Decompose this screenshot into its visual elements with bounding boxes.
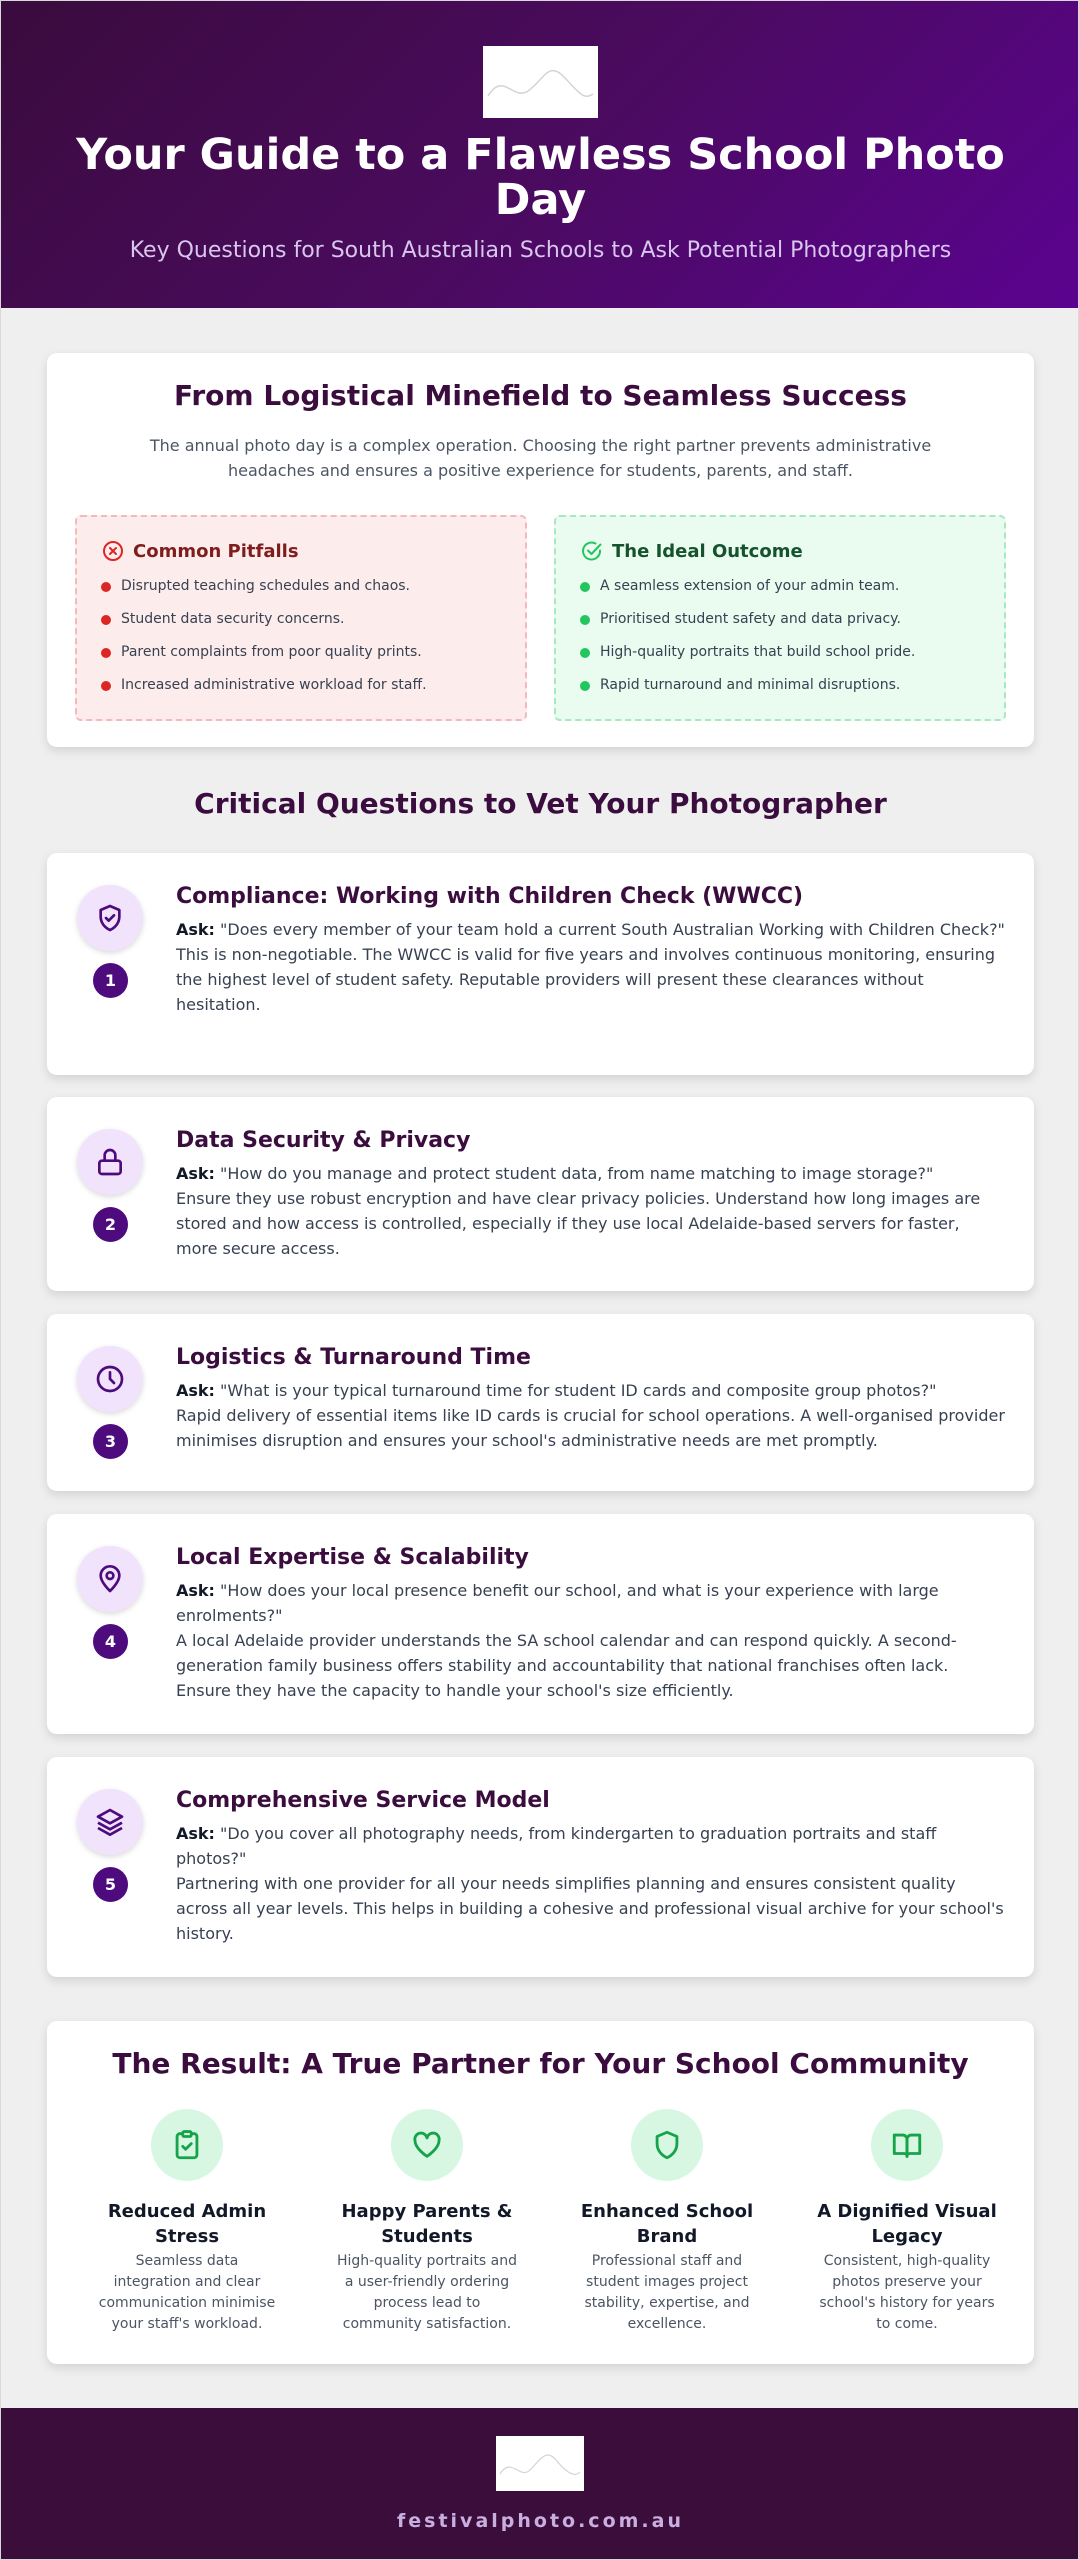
question-card-1 bbox=[47, 853, 1034, 1075]
question-body bbox=[176, 1821, 1006, 1946]
question-body bbox=[176, 1578, 1006, 1703]
book-open-icon bbox=[890, 2128, 924, 2162]
question-title: Data Security & Privacy bbox=[176, 1128, 471, 1153]
ask-text: "What is your typical turnaround time for student ID cards and composite group photos?" bbox=[220, 1381, 937, 1400]
ask-text: "Does every member of your team hold a current South Australian Working with Children Check?" bbox=[220, 920, 1005, 939]
list-item: High-quality portraits that build school pride. bbox=[580, 643, 980, 676]
clipboard-check-icon bbox=[170, 2128, 204, 2162]
map-pin-icon bbox=[94, 1563, 126, 1595]
question-detail: Partnering with one provider for all your needs simplifies planning and ensures consistent quality across all year levels. This helps in building a cohesive and professional visual archive for your school's history. bbox=[176, 1874, 1004, 1943]
heart-icon bbox=[410, 2128, 444, 2162]
ask-label: Ask: bbox=[176, 1581, 215, 1600]
question-card-4 bbox=[47, 1514, 1034, 1734]
benefit-title: Reduced Admin Stress bbox=[107, 2201, 267, 2247]
intro-text: The annual photo day is a complex operation. Choosing the right partner prevents administrative headaches and ensures a positive experience for students, parents, and staff. bbox=[149, 436, 932, 480]
question-body bbox=[176, 917, 1006, 1017]
pitfalls-box bbox=[75, 515, 527, 721]
ask-label: Ask: bbox=[176, 1381, 215, 1400]
benefit-icon-circle bbox=[391, 2109, 463, 2181]
outcome-heading bbox=[580, 539, 980, 563]
benefit-reduced-admin bbox=[87, 2109, 287, 2335]
benefit-icon-circle bbox=[151, 2109, 223, 2181]
question-body bbox=[176, 1161, 1006, 1261]
question-title: Comprehensive Service Model bbox=[176, 1788, 550, 1813]
intro-title: From Logistical Minefield to Seamless Success bbox=[174, 379, 907, 412]
benefit-title: A Dignified Visual Legacy bbox=[817, 2201, 997, 2247]
question-card-3 bbox=[47, 1314, 1034, 1491]
question-card-2 bbox=[47, 1097, 1034, 1291]
benefit-text: High-quality portraits and a user-friendly ordering process lead to community satisfaction. bbox=[336, 2253, 518, 2332]
footer-logo bbox=[496, 2436, 584, 2491]
benefit-school-brand bbox=[567, 2109, 767, 2335]
list-item: Rapid turnaround and minimal disruptions. bbox=[580, 676, 980, 709]
question-detail: Rapid delivery of essential items like ID cards is crucial for school operations. A well-organised provider minimises disruption and ensures your school's administrative needs are met promptly. bbox=[176, 1406, 1005, 1450]
question-detail: This is non-negotiable. The WWCC is valid for five years and involves continuous monitoring, ensuring the highest level of student safety. Reputable providers will present these clearances without hesitation. bbox=[176, 945, 996, 1014]
list-item: Increased administrative workload for staff. bbox=[101, 676, 501, 709]
lock-icon bbox=[94, 1146, 126, 1178]
ask-label: Ask: bbox=[176, 1164, 215, 1183]
question-icon-circle bbox=[77, 1546, 143, 1612]
question-icon-circle bbox=[77, 1789, 143, 1855]
question-icon-circle bbox=[77, 1129, 143, 1195]
result-title: The Result: A True Partner for Your School Community bbox=[112, 2047, 969, 2080]
shield-check-icon bbox=[94, 902, 126, 934]
layers-icon bbox=[94, 1806, 126, 1838]
benefit-text: Seamless data integration and clear communication minimise your staff's workload. bbox=[98, 2253, 276, 2332]
x-circle-icon bbox=[101, 539, 125, 563]
benefit-happy-parents bbox=[327, 2109, 527, 2335]
website-link[interactable]: festivalphoto.com.au bbox=[397, 2510, 684, 2532]
benefit-title: Happy Parents & Students bbox=[341, 2201, 513, 2247]
question-icon-circle bbox=[77, 885, 143, 951]
questions-section-title: Critical Questions to Vet Your Photographer bbox=[194, 787, 887, 820]
ask-text: "How does your local presence benefit our school, and what is your experience with large enrolments?" bbox=[176, 1581, 939, 1625]
benefit-visual-legacy bbox=[807, 2109, 1007, 2335]
result-card bbox=[47, 2021, 1034, 2364]
header-logo bbox=[483, 46, 598, 118]
page-subtitle: Key Questions for South Australian Schools to Ask Potential Photographers bbox=[129, 238, 952, 263]
intro-card bbox=[47, 353, 1034, 747]
outcome-box bbox=[554, 515, 1006, 721]
question-title: Compliance: Working with Children Check (WWCC) bbox=[176, 884, 804, 909]
benefit-title: Enhanced School Brand bbox=[580, 2201, 754, 2247]
question-icon-circle bbox=[77, 1346, 143, 1412]
logo-graphic bbox=[483, 46, 598, 118]
pitfalls-list bbox=[101, 577, 501, 709]
benefit-text: Professional staff and student images project stability, expertise, and excellence. bbox=[584, 2253, 750, 2332]
question-number: 5 bbox=[93, 1867, 128, 1902]
ask-label: Ask: bbox=[176, 920, 215, 939]
question-title: Local Expertise & Scalability bbox=[176, 1545, 529, 1570]
ask-label: Ask: bbox=[176, 1824, 215, 1843]
benefit-icon-circle bbox=[871, 2109, 943, 2181]
question-body bbox=[176, 1378, 1006, 1453]
hero-header bbox=[1, 1, 1079, 308]
page-footer bbox=[1, 2408, 1079, 2560]
ask-text: "How do you manage and protect student data, from name matching to image storage?" bbox=[220, 1164, 934, 1183]
pitfalls-heading-text: Common Pitfalls bbox=[133, 540, 299, 562]
question-number: 2 bbox=[93, 1207, 128, 1242]
shield-icon bbox=[650, 2128, 684, 2162]
check-circle-icon bbox=[580, 539, 604, 563]
benefit-icon-circle bbox=[631, 2109, 703, 2181]
list-item: Parent complaints from poor quality prints. bbox=[101, 643, 501, 676]
question-number: 1 bbox=[93, 963, 128, 998]
question-detail: Ensure they use robust encryption and have clear privacy policies. Understand how long images are stored and how access is controlled, especially if they use local Adelaide-based servers for faster, more secure access. bbox=[176, 1189, 981, 1258]
logo-graphic bbox=[496, 2436, 584, 2491]
outcome-list bbox=[580, 577, 980, 709]
list-item: Disrupted teaching schedules and chaos. bbox=[101, 577, 501, 610]
question-detail: A local Adelaide provider understands the SA school calendar and can respond quickly. A second-generation family business offers stability and accountability that national franchises often lack. Ensure they have the capacity to handle your school's size efficiently. bbox=[176, 1631, 957, 1700]
question-title: Logistics & Turnaround Time bbox=[176, 1345, 531, 1370]
list-item: Student data security concerns. bbox=[101, 610, 501, 643]
ask-text: "Do you cover all photography needs, from kindergarten to graduation portraits and staff photos?" bbox=[176, 1824, 937, 1868]
question-number: 4 bbox=[93, 1624, 128, 1659]
page-title: Your Guide to a Flawless School Photo Day bbox=[76, 130, 1005, 225]
list-item: Prioritised student safety and data privacy. bbox=[580, 610, 980, 643]
benefit-text: Consistent, high-quality photos preserve your school's history for years to come. bbox=[819, 2253, 995, 2332]
list-item: A seamless extension of your admin team. bbox=[580, 577, 980, 610]
question-card-5 bbox=[47, 1757, 1034, 1977]
outcome-heading-text: The Ideal Outcome bbox=[612, 540, 803, 562]
clock-icon bbox=[94, 1363, 126, 1395]
pitfalls-heading bbox=[101, 539, 501, 563]
question-number: 3 bbox=[93, 1424, 128, 1459]
